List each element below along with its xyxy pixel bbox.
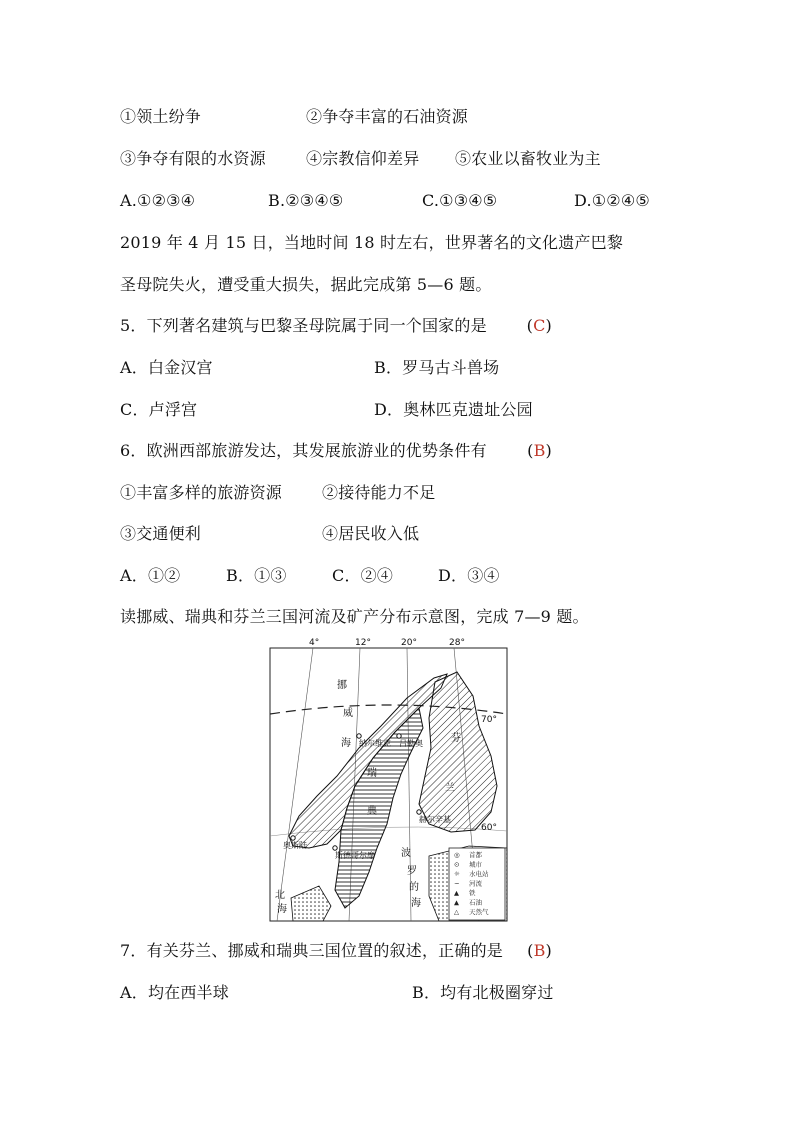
city-marker-narvik bbox=[357, 734, 361, 738]
country-label: 海 bbox=[341, 738, 351, 749]
country-label: 北 bbox=[275, 890, 285, 901]
q7-answer bbox=[527, 938, 552, 964]
latitude-label: 60° bbox=[481, 823, 497, 833]
legend-label: 水电站 bbox=[469, 870, 489, 878]
nordic-map bbox=[269, 636, 509, 926]
q4-item-5: ⑤农业以畜牧业为主 bbox=[455, 149, 601, 168]
longitude-label: 12° bbox=[355, 638, 371, 648]
q5-answer bbox=[527, 313, 552, 339]
q6-item-3: ③交通便利 bbox=[120, 524, 202, 543]
country-label: 罗 bbox=[407, 866, 417, 877]
country-label: 波 bbox=[401, 848, 411, 859]
legend-symbol: ▲ bbox=[454, 898, 459, 907]
q4-item-1: ①领土纷争 bbox=[120, 107, 202, 126]
q4-choice-b: B.②③④⑤ bbox=[268, 191, 344, 210]
city-marker-lulea bbox=[397, 734, 401, 738]
q7-answer-open: ( bbox=[527, 941, 534, 960]
legend-symbol: ▲ bbox=[454, 889, 459, 897]
longitude-label: 20° bbox=[401, 638, 417, 648]
legend-label: 首都 bbox=[469, 851, 482, 859]
q6-answer-close: ) bbox=[545, 441, 552, 460]
latitude-label: 70° bbox=[481, 715, 497, 725]
country-label: 海 bbox=[277, 904, 287, 915]
q5-option-c: C．卢浮宫 bbox=[120, 400, 198, 419]
q4-choice-c: C.①③④⑤ bbox=[422, 191, 498, 210]
country-label: 威 bbox=[343, 708, 353, 719]
country-label: 芬 bbox=[451, 733, 461, 744]
q7-option-a: A．均在西半球 bbox=[120, 983, 229, 1002]
q5-option-a: A．白金汉宫 bbox=[120, 358, 213, 377]
legend-symbol: ⊙ bbox=[454, 860, 460, 869]
q6-item-1: ①丰富多样的旅游资源 bbox=[120, 483, 283, 502]
q4-choice-a: A.①②③④ bbox=[120, 191, 196, 210]
city-marker-oslo bbox=[291, 836, 295, 840]
q6-choice-c: C．②④ bbox=[332, 566, 394, 585]
legend-symbol: ◎ bbox=[454, 851, 460, 859]
q5-answer-open: ( bbox=[526, 316, 534, 335]
city-label-stockholm: 斯德哥尔摩 bbox=[335, 851, 375, 860]
legend-label: 石油 bbox=[469, 898, 482, 907]
q7-stem: 7．有关芬兰、挪威和瑞典三国位置的叙述，正确的是 bbox=[120, 941, 503, 960]
country-label: 的 bbox=[409, 882, 419, 893]
q6-stem-line bbox=[120, 438, 674, 464]
q6-choice-d: D．③④ bbox=[438, 566, 500, 585]
legend-label: 天然气 bbox=[469, 908, 489, 916]
q4-item-2: ②争夺丰富的石油资源 bbox=[306, 107, 469, 126]
longitude-label: 4° bbox=[309, 638, 320, 648]
country-label: 典 bbox=[367, 806, 377, 817]
q5-answer-letter: C bbox=[533, 316, 546, 335]
intro-5-6-line-2: 圣母院失火，遭受重大损失，据此完成第 5—6 题。 bbox=[120, 275, 492, 294]
q4-item-3: ③争夺有限的水资源 bbox=[120, 149, 266, 168]
city-label-helsinki: 赫尔辛基 bbox=[419, 815, 451, 824]
q5-option-b: B．罗马古斗兽场 bbox=[374, 358, 500, 377]
intro-7-9: 读挪威、瑞典和芬兰三国河流及矿产分布示意图，完成 7—9 题。 bbox=[120, 607, 589, 626]
q6-answer bbox=[527, 438, 552, 464]
q5-option-d: D．奥林匹克遗址公园 bbox=[374, 400, 533, 419]
city-label-oslo: 奥斯陆 bbox=[283, 841, 307, 850]
q6-choice-a: A．①② bbox=[120, 566, 181, 585]
q4-choice-d: D.①②④⑤ bbox=[574, 191, 650, 210]
city-label-lulea: 吕勒奥 bbox=[399, 739, 423, 748]
country-label: 瑞 bbox=[367, 768, 377, 779]
q5-answer-close: ) bbox=[545, 316, 552, 335]
q5-stem-line bbox=[120, 313, 674, 339]
q6-stem: 6．欧洲西部旅游发达，其发展旅游业的优势条件有 bbox=[120, 441, 487, 460]
legend-symbol: ☼ bbox=[454, 870, 460, 878]
q5-stem: 5．下列著名建筑与巴黎圣母院属于同一个国家的是 bbox=[120, 316, 487, 335]
q6-item-2: ②接待能力不足 bbox=[322, 483, 436, 502]
q6-item-4: ④居民收入低 bbox=[322, 524, 420, 543]
legend-symbol: ∼ bbox=[454, 879, 460, 888]
q7-stem-line bbox=[120, 938, 674, 964]
q7-option-b: B．均有北极圈穿过 bbox=[412, 983, 554, 1002]
legend-label: 河流 bbox=[469, 879, 482, 888]
q4-item-4: ④宗教信仰差异 bbox=[306, 149, 420, 168]
city-label-narvik: 纳尔维克 bbox=[359, 739, 391, 748]
country-label: 兰 bbox=[445, 783, 455, 794]
legend-label: 城市 bbox=[469, 860, 482, 869]
q7-answer-close: ) bbox=[545, 941, 552, 960]
intro-5-6-line-1: 2019 年 4 月 15 日，当地时间 18 时左右，世界著名的文化遗产巴黎 bbox=[120, 233, 624, 252]
city-marker-stockholm bbox=[333, 846, 337, 850]
q6-choice-b: B．①③ bbox=[226, 566, 287, 585]
country-label: 海 bbox=[411, 898, 421, 909]
q7-answer-letter: B bbox=[533, 941, 546, 960]
q6-answer-open: ( bbox=[527, 441, 534, 460]
legend-symbol: △ bbox=[454, 908, 459, 916]
q6-answer-letter: B bbox=[533, 441, 546, 460]
country-label: 挪 bbox=[337, 680, 347, 691]
nordic-map-figure bbox=[269, 636, 509, 926]
longitude-label: 28° bbox=[449, 638, 465, 648]
legend-label: 铁 bbox=[469, 889, 476, 897]
city-marker-helsinki bbox=[417, 810, 421, 814]
